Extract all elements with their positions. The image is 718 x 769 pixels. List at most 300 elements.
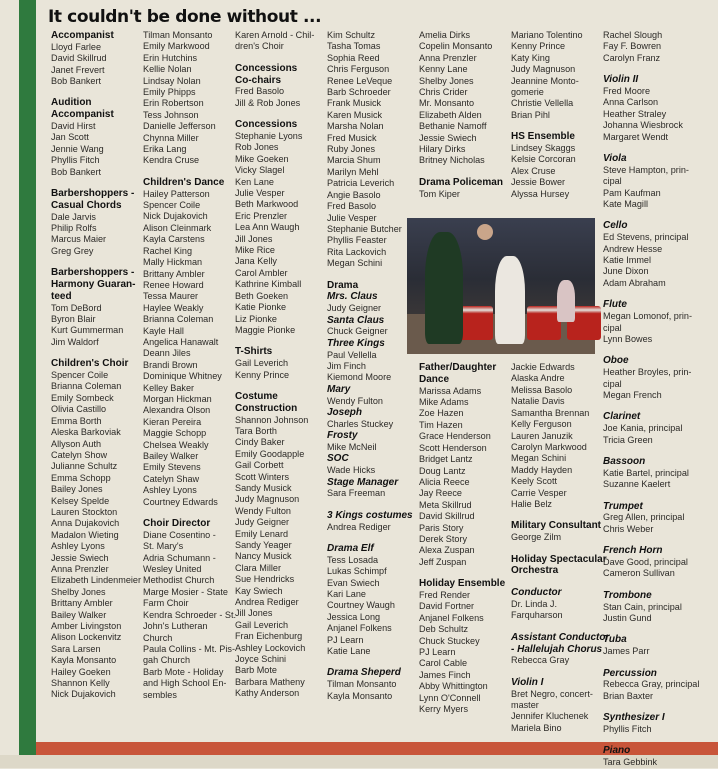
credit-name: Tessa Maurer <box>143 291 199 302</box>
credit-name: Julianne Schultz <box>51 461 118 472</box>
role-heading: Flute <box>603 299 627 311</box>
page-title: It couldn't be done without ... <box>48 7 322 27</box>
section-heading: T-Shirts <box>235 346 273 358</box>
credit-name: Judy Geigner <box>327 303 382 314</box>
credit-name: Kathrine Kimball <box>235 279 302 290</box>
role-heading: Drama Elf <box>327 542 374 554</box>
credit-name: Kate Magill <box>603 199 648 210</box>
credit-name: Marge Mosier - State <box>143 586 228 597</box>
section-spacer <box>51 348 136 358</box>
credit-name: Fred Moore <box>603 86 651 97</box>
credit-name: Jeff Zuspan <box>419 556 467 567</box>
credit-name: Maddy Hayden <box>511 464 573 475</box>
credit-name: Clara Miller <box>235 562 281 573</box>
credit-name: Jim Finch <box>327 360 366 371</box>
credit-name: Scott Winters <box>235 471 290 482</box>
credit-name: Alison Lockenvitz <box>51 632 122 643</box>
section-heading: Barbershoppers - <box>51 267 135 279</box>
credit-name: Phyllis Fitch <box>603 723 652 734</box>
section-heading: Drama <box>327 279 359 291</box>
credit-name: Marcia Shum <box>327 155 381 166</box>
section-heading: Holiday Spectacular <box>511 553 607 565</box>
section-spacer <box>511 667 599 677</box>
credit-name: Emily Stevens <box>143 462 201 473</box>
role-heading: Bassoon <box>603 455 646 467</box>
section-spacer <box>327 533 413 543</box>
section-heading: Harmony Guaran- <box>51 279 136 291</box>
credit-name: Carrie Vesper <box>511 487 567 498</box>
section-spacer <box>511 577 599 587</box>
role-heading: Oboe <box>603 355 629 367</box>
role-heading: Viola <box>603 153 627 165</box>
credit-name: Hailey Patterson <box>143 188 210 199</box>
credit-name: Melissa Basolo <box>511 384 573 395</box>
credit-name: Chris Ferguson <box>327 64 390 75</box>
credit-name: Ashley Lockovich <box>235 642 306 653</box>
credit-name: Jessie Bower <box>511 177 566 188</box>
credit-name: Joe Kania, principal <box>603 423 683 434</box>
credit-name: Tara Borth <box>235 425 277 436</box>
credit-name: Wade Hicks <box>327 465 376 476</box>
credit-name: Erika Lang <box>143 144 187 155</box>
credit-name: Church <box>143 632 173 643</box>
credit-name: Haylee Weakly <box>143 302 204 313</box>
section-spacer <box>511 622 599 632</box>
credits-column-2 <box>143 30 237 742</box>
credit-name: Kendra Cruse <box>143 155 200 166</box>
credit-name: Kenny Lane <box>419 64 468 75</box>
role-heading: 3 Kings costumes <box>327 509 413 521</box>
credit-name: Shelby Jones <box>51 586 106 597</box>
credit-name: Bob Bankert <box>51 76 102 87</box>
credit-name: James Finch <box>419 669 471 680</box>
section-spacer <box>603 345 713 355</box>
credit-name: Bethanie Namoff <box>419 121 487 132</box>
credit-name: Fay F. Bowren <box>603 41 662 52</box>
credit-name: Judy Magnuson <box>511 64 576 75</box>
credit-name: Kari Lane <box>327 588 366 599</box>
section-spacer <box>235 381 323 391</box>
credit-name: Megan Lomonof, prin- <box>603 311 692 322</box>
credit-name: Vicky Slagel <box>235 165 285 176</box>
credit-name: Kellie Nolan <box>143 64 192 75</box>
section-heading: Choir Director <box>143 518 211 530</box>
credit-name: St. Mary's <box>143 541 184 552</box>
credit-name: Stan Cain, principal <box>603 601 682 612</box>
credit-name: Kelly Ferguson <box>511 419 572 430</box>
credit-name: Elizabeth Alden <box>419 109 482 120</box>
credit-name: Morgan Hickman <box>143 393 212 404</box>
photo-drum <box>527 306 561 340</box>
credit-name: Methodist Church <box>143 575 215 586</box>
section-heading: Orchestra <box>511 565 559 577</box>
section-heading: Children's Dance <box>143 176 225 188</box>
credit-name: Katy King <box>511 52 550 63</box>
section-spacer <box>419 568 507 578</box>
credit-name: Ed Stevens, principal <box>603 232 689 243</box>
credit-name: Fred Musick <box>327 132 377 143</box>
section-spacer <box>603 535 713 545</box>
credit-name: Kerry Myers <box>419 704 469 715</box>
credit-name: Marissa Adams <box>419 385 482 396</box>
credit-name: Hilary Dirks <box>419 144 466 155</box>
credit-name: Janet Frevert <box>51 64 105 75</box>
credit-name: Tilman Monsanto <box>143 30 213 40</box>
credit-name: Kelley Baker <box>143 382 195 393</box>
credit-name: Mally Hickman <box>143 257 203 268</box>
credits-column-7 <box>603 30 713 768</box>
credit-name: Suzanne Kaelert <box>603 479 671 490</box>
credit-name: Chris Weber <box>603 523 654 534</box>
credit-name: Kay Swiech <box>235 585 283 596</box>
section-spacer <box>603 735 713 745</box>
credit-name: Spencer Coile <box>51 370 109 381</box>
credit-name: Steve Hampton, prin- <box>603 164 689 175</box>
section-spacer <box>511 121 599 131</box>
section-spacer <box>143 167 233 177</box>
credit-name: Judy Magnuson <box>235 494 300 505</box>
credit-name: Sara Freeman <box>327 488 386 499</box>
credit-name: Katie Bartel, principal <box>603 467 689 478</box>
credit-name: Bob Bankert <box>51 166 102 177</box>
credit-name: Sara Larsen <box>51 643 101 654</box>
credit-name: Shannon Kelly <box>51 678 110 689</box>
credit-name: Kim Schultz <box>327 30 376 40</box>
credit-name: Anna Dujakovich <box>51 518 120 529</box>
credit-name: Courtney Waugh <box>327 600 395 611</box>
credit-name: Barb Mote - Holiday <box>143 666 224 677</box>
credit-name: Gail Leverich <box>235 358 289 369</box>
credit-name: Fran Eichenburg <box>235 631 303 642</box>
credit-name: Kenny Prince <box>235 369 290 380</box>
credit-name: Julie Vesper <box>235 188 285 199</box>
credit-name: Hailey Goeken <box>51 666 111 677</box>
section-spacer <box>419 167 507 177</box>
credit-name: June Dixon <box>603 266 649 277</box>
credit-name: Emily Sombeck <box>51 392 114 403</box>
credit-name: Brandi Brown <box>143 359 198 370</box>
credit-name: Kendra Schroeder - St. <box>143 609 237 620</box>
credit-name: Deb Schultz <box>419 624 469 635</box>
role-heading: Synthesizer I <box>603 712 665 724</box>
credit-name: Megan Schini <box>511 453 567 464</box>
credit-name: Maggie Schopp <box>143 428 207 439</box>
section-spacer <box>603 64 713 74</box>
credit-name: Julie Vesper <box>327 212 377 223</box>
credit-name: Lloyd Farlee <box>51 41 102 52</box>
credit-name: Rita Lackovich <box>327 246 387 257</box>
section-heading: Concessions <box>235 119 298 131</box>
credits-column-5 <box>419 30 507 742</box>
credit-name: Brittany Ambler <box>143 268 205 279</box>
credit-name: Mike Adams <box>419 397 469 408</box>
role-heading: - Hallelujah Chorus <box>511 643 603 655</box>
credit-name: Tom Kiper <box>419 188 460 199</box>
credit-name: Catelyn Shaw <box>143 473 200 484</box>
credit-name: Alison Cleinmark <box>143 222 212 233</box>
credit-name: Frank Musick <box>327 98 382 109</box>
section-spacer <box>327 657 413 667</box>
credit-name: Phyllis Feaster <box>327 235 387 246</box>
credit-name: Meta Skillrud <box>419 499 472 510</box>
credit-name: master <box>511 699 539 710</box>
role-heading: Piano <box>603 745 631 757</box>
credit-name: Paul Vellella <box>327 349 377 360</box>
credit-name: Chuck Geigner <box>327 326 388 337</box>
credit-name: Angie Basolo <box>327 189 381 200</box>
credit-name: Nancy Musick <box>235 551 292 562</box>
credit-name: Megan French <box>603 389 662 400</box>
credit-name: Andrew Hesse <box>603 243 663 254</box>
credit-name: Katie Immel <box>603 255 652 266</box>
credit-name: Emily Phipps <box>143 87 196 98</box>
section-heading: Dance <box>419 373 450 385</box>
section-spacer <box>603 143 713 153</box>
credit-name: Marcus Maier <box>51 234 107 245</box>
credit-name: Tom DeBord <box>51 302 102 313</box>
photo-policeman-head <box>477 224 493 240</box>
credit-name: Chelsea Weakly <box>143 439 209 450</box>
credit-name: Mike Rice <box>235 245 275 256</box>
credit-name: Alex Cruse <box>511 165 556 176</box>
performance-photo <box>407 218 595 354</box>
credit-name: Jessie Swiech <box>51 552 109 563</box>
credit-name: Fred Basolo <box>327 201 377 212</box>
credit-name: Brianna Coleman <box>143 314 214 325</box>
credit-name: Paula Collins - Mt. Pis- <box>143 643 235 654</box>
credit-name: Tess Johnson <box>143 109 199 120</box>
credits-column-3 <box>235 30 323 742</box>
credit-name: Wendy Fulton <box>327 395 383 406</box>
role-heading: Clarinet <box>603 411 641 423</box>
credit-name: Paris Story <box>419 522 464 533</box>
credit-name: Alyssa Hursey <box>511 188 570 199</box>
credit-name: cipal <box>603 322 622 333</box>
credit-name: Rob Jones <box>235 142 279 153</box>
role-heading: Trumpet <box>603 500 643 512</box>
credit-name: Mike Goeken <box>235 153 289 164</box>
role-heading: French Horn <box>603 545 663 557</box>
section-heading: Audition <box>51 97 92 109</box>
credits-column-4 <box>327 30 413 742</box>
credit-name: Alaska Andre <box>511 373 565 384</box>
credit-name: James Parr <box>603 646 650 657</box>
role-heading: Cello <box>603 220 628 232</box>
role-heading: Trombone <box>603 589 652 601</box>
credit-name: Deann Jiles <box>143 348 191 359</box>
credit-name: Doug Lantz <box>419 465 466 476</box>
credit-name: Grace Henderson <box>419 431 491 442</box>
photo-small-child-figure <box>557 280 575 322</box>
credit-name: Jackie Edwards <box>511 362 575 373</box>
section-heading: Accompanist <box>51 30 114 41</box>
credit-name: Charles Stuckey <box>327 418 394 429</box>
credit-name: Andrea Rediger <box>327 521 391 532</box>
credit-name: Rebecca Gray <box>511 655 570 666</box>
credit-name: Jan Scott <box>51 132 89 143</box>
credit-name: Copelin Monsanto <box>419 41 493 52</box>
credit-name: Emily Lenard <box>235 528 289 539</box>
credit-name: Diane Cosentino - <box>143 529 216 540</box>
credit-name: Gail Leverich <box>235 619 289 630</box>
credit-name: Mariela Bino <box>511 722 562 733</box>
credit-name: Lauren Januzik <box>511 430 573 441</box>
credit-name: Barb Mote <box>235 665 277 676</box>
credit-name: PJ Learn <box>419 647 456 657</box>
credit-name: sembles <box>143 689 177 700</box>
credit-name: Erin Robertson <box>143 98 204 109</box>
credit-name: Britney Nicholas <box>419 155 485 166</box>
section-spacer <box>603 658 713 668</box>
credit-name: Tim Hazen <box>419 419 463 430</box>
credit-name: Cameron Sullivan <box>603 568 675 579</box>
credit-name: Evan Swiech <box>327 577 380 588</box>
credit-name: Jeannine Monto- <box>511 75 579 86</box>
credit-name: Renee Howard <box>143 279 204 290</box>
role-heading: Mrs. Claus <box>327 291 378 303</box>
credit-name: Tara Gebbink <box>603 757 658 768</box>
role-heading: Drama Sheperd <box>327 667 401 679</box>
section-heading: Construction <box>235 402 298 414</box>
credit-name: dren's Choir <box>235 41 284 52</box>
section-heading: Father/Daughter <box>419 362 497 374</box>
credit-name: Jessica Long <box>327 611 381 622</box>
credits-column-6 <box>511 30 610 742</box>
credit-name: Bailey Jones <box>51 484 103 495</box>
credit-name: Greg Allen, principal <box>603 512 685 523</box>
section-spacer <box>511 544 599 554</box>
credit-name: Judy Geigner <box>235 517 290 528</box>
credit-name: David Fortner <box>419 601 475 612</box>
credit-name: Margaret Wendt <box>603 131 669 142</box>
credit-name: Allyson Auth <box>51 438 102 449</box>
credit-name: Anna Prenzler <box>419 52 477 63</box>
credit-name: Erin Hutchins <box>143 52 198 63</box>
credit-name: Carolyn Franz <box>603 52 661 63</box>
credit-name: Madalon Wieting <box>51 529 119 540</box>
section-spacer <box>603 289 713 299</box>
credit-name: Brian Baxter <box>603 690 654 701</box>
credit-name: Brittany Ambler <box>51 598 113 609</box>
credit-name: Lukas Schimpf <box>327 566 387 577</box>
credit-name: Karen Arnold - Chil- <box>235 30 315 40</box>
credit-name: Rebecca Gray, principal <box>603 679 700 690</box>
credit-name: Kayle Hall <box>143 325 184 336</box>
credit-name: Kayla Monsanto <box>51 655 117 666</box>
credit-name: Farquharson <box>511 610 563 621</box>
credit-name: Shannon Johnson <box>235 414 309 425</box>
section-spacer <box>143 508 233 518</box>
credit-name: Bailey Walker <box>143 451 199 462</box>
credit-name: Dominique Whitney <box>143 371 222 382</box>
role-heading: Frosty <box>327 430 358 442</box>
credit-name: Maggie Pionke <box>235 324 296 335</box>
credit-name: Chris Crider <box>419 87 468 98</box>
credit-name: Heather Broyles, prin- <box>603 367 692 378</box>
credit-name: Dr. Linda J. <box>511 598 557 609</box>
credit-name: Shelby Jones <box>419 75 474 86</box>
section-spacer <box>603 702 713 712</box>
credit-name: Tess Losada <box>327 554 379 565</box>
credit-name: Christie Vellella <box>511 98 574 109</box>
credit-name: Wesley United <box>143 564 202 575</box>
credit-name: Kayla Monsanto <box>327 690 393 701</box>
credit-name: Kathy Anderson <box>235 688 300 699</box>
credit-name: Liz Pionke <box>235 313 277 324</box>
credit-name: Fred Basolo <box>235 86 285 97</box>
credit-name: Courtney Edwards <box>143 496 218 507</box>
credit-name: Emily Markwood <box>143 41 210 52</box>
credit-name: Johanna Wiesbrock <box>603 120 683 131</box>
credits-column-1 <box>51 30 141 742</box>
section-spacer <box>511 510 599 520</box>
credit-name: Joyce Schini <box>235 654 287 665</box>
credit-name: Katie Pionke <box>235 302 287 313</box>
credit-name: Alexa Zuspan <box>419 545 475 556</box>
role-heading: Stage Manager <box>327 476 399 488</box>
credit-name: Dale Jarvis <box>51 211 96 222</box>
credit-name: Eric Prenzler <box>235 210 288 221</box>
section-heading: Concessions <box>235 62 298 74</box>
credit-name: Jim Waldorf <box>51 336 99 347</box>
section-spacer <box>603 401 713 411</box>
credit-name: Nick Dujakovich <box>51 689 116 700</box>
credit-name: Emma Schopp <box>51 472 111 483</box>
credit-name: Sophia Reed <box>327 52 380 63</box>
credit-name: Emily Goodapple <box>235 448 305 459</box>
section-spacer <box>603 624 713 634</box>
credit-name: John's Lutheran <box>143 621 208 632</box>
credit-name: Farm Choir <box>143 598 189 609</box>
section-heading: Costume <box>235 390 278 402</box>
credit-name: Kayla Carstens <box>143 234 205 245</box>
credit-name: gah Church <box>143 655 191 666</box>
credit-name: Carol Cable <box>419 658 468 669</box>
section-heading: Military Consultant <box>511 520 602 532</box>
role-heading: Mary <box>327 383 351 395</box>
credit-name: Kenny Prince <box>511 41 566 52</box>
credit-name: George Zilm <box>511 532 562 543</box>
role-heading: Tuba <box>603 634 627 646</box>
credit-name: Spencer Coile <box>143 200 201 211</box>
credit-name: Chynna Miller <box>143 132 199 143</box>
credit-name: Ruby Jones <box>327 144 376 155</box>
credit-name: Jennie Wang <box>51 143 104 154</box>
credit-name: Jana Kelly <box>235 256 277 267</box>
role-heading: Violin II <box>603 74 639 86</box>
credit-name: Marilyn Mehl <box>327 166 379 177</box>
credit-name: Karen Musick <box>327 109 383 120</box>
credit-name: Lynn O'Connell <box>419 692 481 703</box>
role-heading: Three Kings <box>327 337 385 349</box>
credit-name: Natalie Davis <box>511 396 565 407</box>
section-heading: Drama Policeman <box>419 176 503 188</box>
section-spacer <box>51 257 136 267</box>
credit-name: cipal <box>603 176 622 187</box>
credit-name: Rachel King <box>143 245 193 256</box>
credit-name: Jennifer Kluchenek <box>511 711 589 722</box>
credit-name: Kieran Pereira <box>143 416 202 427</box>
credit-name: Abby Whittington <box>419 681 488 692</box>
credit-name: David Hirst <box>51 121 96 132</box>
credit-name: Bailey Walker <box>51 609 107 620</box>
credit-name: Tilman Monsanto <box>327 679 397 690</box>
credit-name: Anna Prenzler <box>51 563 109 574</box>
credit-name: Greg Grey <box>51 245 94 256</box>
section-heading: Co-chairs <box>235 74 282 86</box>
credit-name: Alicia Reece <box>419 476 470 487</box>
credit-name: Anna Carlson <box>603 97 659 108</box>
